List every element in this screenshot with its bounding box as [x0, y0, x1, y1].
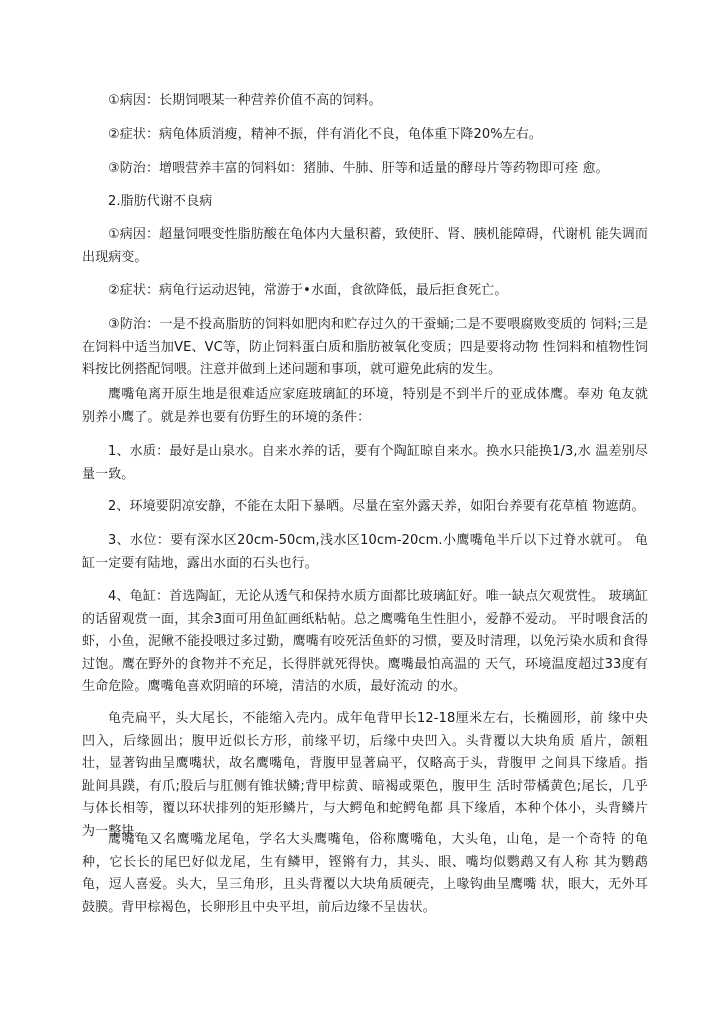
- paragraph-symptom-2: ②症状：病龟行运动迟钝，常游于•水面，食欲降低，最后拒食死亡。: [108, 283, 508, 298]
- paragraph-intro-eagle-turtle: 鹰嘴龟离开原生地是很难适应家庭玻璃缸的环境，特别是不到半斤的亚成体鹰。奉劝 龟友就别养小鹰了。就是养也要有仿野生的环境的条件：: [82, 387, 648, 425]
- paragraph-treatment-1: ③防治：增喂营养丰富的饲料如：猪肺、牛肺、肝等和适量的酵母片等药物即可痊 愈。: [108, 161, 609, 176]
- paragraph-environment: 2、环境要阴凉安静，不能在太阳下暴晒。尽量在室外露天养，如阳台养要有花草植 物遮荫。: [108, 499, 645, 514]
- paragraph-cause-2: ①病因：超量饲喂变性脂肪酸在龟体内大量积蓄，致使肝、肾、胰机能障碍，代谢机 能失调而出现病变。: [82, 227, 648, 265]
- section-heading-fat-metabolism: 2.脂肪代谢不良病: [108, 194, 213, 209]
- paragraph-treatment-2: ③防治：一是不投高脂肪的饲料如肥肉和贮存过久的干蚕蛹;二是不要喂腐败变质的 饲料;三是在饲料中适当加VE、VC等，防止饲料蛋白质和脂肪被氧化变质；四是要将动物 性饲料和植物性饲料按比例搭配饲喂。注意并做到上述问题和事项，就可避免此病的发生。: [82, 317, 648, 377]
- paragraph-water-quality: 1、水质：最好是山泉水。自来水养的话，要有个陶缸晾自来水。换水只能换1/3,水 温差别尽量一致。: [82, 444, 648, 482]
- paragraph-species-description: 鹰嘴龟又名鹰嘴龙尾龟，学名大头鹰嘴龟，俗称鹰嘴龟，大头龟，山龟，是一个奇特 的龟种，它长长的尾巴好似龙尾，生有鳞甲，铿锵有力，其头、眼、嘴均似鹦鹉又有人称 其为鹦鹉龟，逗人喜爱。头大，呈三角形，且头背覆以大块角质硬壳，上喙钩曲呈鹰嘴 状，眼大，无外耳鼓膜。背甲棕褐色，长卵形且中央平坦，前后边缘不呈齿状。: [82, 832, 648, 915]
- paragraph-tank: 4、龟缸：首选陶缸，无论从透气和保持水质方面都比玻璃缸好。唯一缺点欠观赏性。 玻璃缸的话留观赏一面，其余3面可用鱼缸画纸粘帖。总之鹰嘴龟生性胆小，爱静不爱动。 平时喂食活的虾，小鱼，泥鳅不能投喂过多过勤，鹰嘴有咬死活鱼虾的习惯，要及时清理，以免污染水质和食得过饱。鹰在野外的食物并不充足，长得胖就死得快。鹰嘴最怕高温的 天气，环境温度超过33度有生命危险。鹰嘴龟喜欢阴暗的环境，清洁的水质，最好流动 的水。: [82, 589, 648, 694]
- paragraph-water-level: 3、水位：要有深水区20cm-50cm,浅水区10cm-20cm.小鹰嘴龟半斤以下过脊水就可。 龟缸一定要有陆地，露出水面的石头也行。: [82, 533, 648, 571]
- paragraph-symptom-1: ②症状：病龟体质消瘦，精神不振，伴有消化不良，龟体重下降20%左右。: [108, 127, 542, 142]
- paragraph-shell-description: 龟壳扁平，头大尾长，不能缩入壳内。成年龟背甲长12-18厘米左右，长椭圆形，前 缘中央凹入，后缘圆出；腹甲近似长方形，前缘平切，后缘中央凹入。头背覆以大块角质 盾片，颌粗壮，显著钩曲呈鹰嘴状，故名鹰嘴龟，背腹甲显著扁平，仅略高于头，背腹甲 之间具下缘盾。指趾间具蹼，有爪;股后与肛侧有锥状鳞;背甲棕黄、暗褐或栗色，腹甲生 活时带橘黄色;尾长，几乎与体长相等，覆以环状排列的矩形鳞片，与大鳄龟和蛇鳄龟都 具下缘盾，本种个体小，头背鳞片为一整块。: [82, 711, 648, 839]
- paragraph-cause-1: ①病因：长期饲喂某一种营养价值不高的饲料。: [108, 93, 382, 108]
